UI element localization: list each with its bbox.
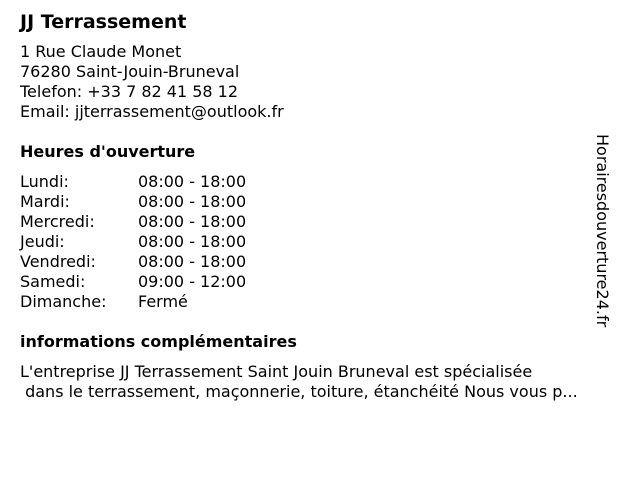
address-street: 1 Rue Claude Monet	[20, 42, 182, 61]
hours-day: Mercredi:	[20, 212, 95, 231]
info-line-2: dans le terrassement, maçonnerie, toiture, étanchéité Nous vous p...	[20, 382, 578, 401]
email-line: Email: jjterrassement@outlook.fr	[20, 102, 284, 121]
hours-row-friday	[20, 252, 620, 272]
hours-value: 08:00 - 18:00	[138, 172, 247, 191]
info-line-1: L'entreprise JJ Terrassement Saint Jouin Bruneval est spécialisée	[20, 362, 533, 381]
opening-hours-table	[20, 172, 620, 312]
hours-row-saturday	[20, 272, 620, 292]
hours-value: 09:00 - 12:00	[138, 272, 247, 291]
hours-value: 08:00 - 18:00	[138, 252, 247, 271]
hours-value: 08:00 - 18:00	[138, 232, 247, 251]
address-city: 76280 Saint-Jouin-Bruneval	[20, 62, 240, 81]
opening-hours-heading: Heures d'ouverture	[20, 142, 196, 161]
hours-day: Mardi:	[20, 192, 70, 211]
hours-day: Dimanche:	[20, 292, 107, 311]
hours-day: Samedi:	[20, 272, 86, 291]
hours-day: Vendredi:	[20, 252, 96, 271]
address-block	[20, 42, 620, 122]
hours-row-monday	[20, 172, 620, 192]
additional-info-heading: informations complémentaires	[20, 332, 297, 351]
hours-row-sunday	[20, 292, 620, 312]
phone-line: Telefon: +33 7 82 41 58 12	[20, 82, 239, 101]
hours-day: Jeudi:	[20, 232, 65, 251]
hours-row-thursday	[20, 232, 620, 252]
additional-info-text	[20, 362, 620, 402]
hours-value: 08:00 - 18:00	[138, 212, 247, 231]
business-card	[20, 10, 620, 402]
hours-row-tuesday	[20, 192, 620, 212]
hours-value: Fermé	[138, 292, 188, 311]
hours-row-wednesday	[20, 212, 620, 232]
hours-value: 08:00 - 18:00	[138, 192, 247, 211]
site-watermark: Horairesdouverture24.fr	[593, 134, 612, 328]
hours-day: Lundi:	[20, 172, 69, 191]
business-name: JJ Terrassement	[20, 11, 187, 33]
